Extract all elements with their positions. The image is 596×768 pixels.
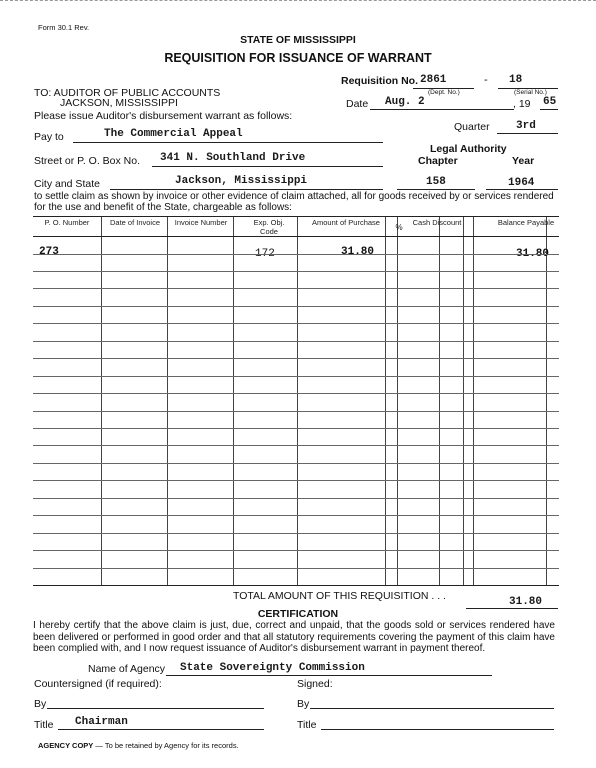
serial-number[interactable]: 18: [509, 74, 523, 86]
title-value[interactable]: Chairman: [75, 716, 128, 728]
agency-copy-footer: [38, 741, 239, 750]
date-label: Date: [346, 98, 369, 110]
total-label: TOTAL AMOUNT OF THIS REQUISITION . . .: [233, 590, 446, 602]
cell-amount[interactable]: 31.80: [341, 246, 375, 258]
certification-text: I hereby certify that the above claim is just, due, correct and unpaid, that the goods sold or services rendered have been delivered or performed in good order and that all statutory requirements covering the payment of this claim have been complied with, and I now request issuance of Auditor's disbursement warrant in payment thereof.: [33, 620, 555, 654]
chapter-value[interactable]: 158: [426, 176, 446, 188]
date-year-prefix: , 19: [513, 98, 531, 110]
pay-to-value[interactable]: The Commercial Appeal: [104, 128, 243, 140]
title-label-left: Title: [34, 719, 54, 731]
countersigned-label: Countersigned (if required):: [34, 678, 162, 690]
table-rule: [33, 393, 559, 394]
table-rule: [33, 358, 559, 359]
header-invoice-number: Invoice Number: [174, 218, 228, 227]
table-rule: [33, 515, 559, 516]
certification-heading: CERTIFICATION: [257, 608, 339, 620]
table-rule: [33, 550, 559, 551]
settle-claim-text: to settle claim as shown by invoice or other evidence of claim attached, all for goods received by or services rendered for the use and benefit of the State, chargeable as follows:: [34, 191, 554, 213]
legal-authority-label: Legal Authority: [430, 143, 507, 155]
table-rule: [33, 376, 559, 377]
serial-no-caption: (Serial No.): [514, 89, 547, 96]
city-label: City and State: [34, 178, 100, 190]
header-date-of-invoice: Date of Invoice: [109, 218, 161, 227]
table-rule: [33, 341, 559, 342]
header-balance-payable: Balance Payable: [497, 218, 555, 227]
year-value[interactable]: 1964: [508, 177, 535, 189]
claim-table: [33, 216, 559, 586]
table-rule: [33, 463, 559, 464]
instruction-text: Please issue Auditor's disbursement warrant as follows:: [34, 110, 293, 122]
agency-value[interactable]: State Sovereignty Commission: [180, 662, 365, 674]
dept-number[interactable]: 2861: [420, 74, 447, 86]
table-rule: [33, 306, 559, 307]
year-label: Year: [512, 155, 535, 167]
form-id: Form 30.1 Rev.: [38, 23, 90, 32]
by-label-left: By: [34, 698, 47, 710]
perforation-line: [0, 0, 596, 1]
table-rule: [33, 498, 559, 499]
by-label-right: By: [297, 698, 310, 710]
dept-no-caption: (Dept. No.): [428, 89, 460, 96]
title-label-right: Title: [297, 719, 317, 731]
agency-copy-label: AGENCY COPY: [38, 741, 94, 750]
table-rule: [33, 480, 559, 481]
header-exp-obj-code: Exp. Obj. Code: [253, 218, 285, 236]
cell-po-number[interactable]: 273: [39, 246, 59, 258]
cell-balance[interactable]: 31.80: [516, 248, 550, 260]
date-year[interactable]: 65: [543, 96, 557, 108]
to-line-1: TO: AUDITOR OF PUBLIC ACCOUNTS: [34, 87, 221, 99]
form-title: REQUISITION FOR ISSUANCE OF WARRANT: [164, 51, 432, 65]
agency-copy-note: — To be retained by Agency for its records.: [93, 741, 239, 750]
quarter-value[interactable]: 3rd: [516, 120, 536, 132]
table-rule: [33, 254, 559, 255]
requisition-dash: -: [484, 74, 488, 86]
agency-label: Name of Agency: [88, 663, 166, 675]
cell-exp-obj-code[interactable]: 172: [255, 248, 275, 260]
table-rule: [33, 428, 559, 429]
state-heading: STATE OF MISSISSIPPI: [240, 34, 356, 46]
table-rule: [33, 445, 559, 446]
total-value[interactable]: 31.80: [509, 596, 543, 608]
street-label: Street or P. O. Box No.: [34, 155, 141, 167]
table-rule: [33, 271, 559, 272]
header-amount-of-purchase: Amount of Purchase: [312, 218, 380, 227]
header-cash-discount: Cash Discount: [412, 218, 462, 227]
to-line-2: JACKSON, MISSISSIPPI: [60, 97, 178, 109]
chapter-label: Chapter: [418, 155, 458, 167]
requisition-label: Requisition No.: [341, 75, 418, 87]
quarter-label: Quarter: [454, 121, 490, 133]
header-po-number: P. O. Number: [44, 218, 90, 227]
signed-label: Signed:: [297, 678, 333, 690]
date-value[interactable]: Aug. 2: [385, 96, 425, 108]
street-value[interactable]: 341 N. Southland Drive: [160, 152, 306, 164]
table-rule: [33, 323, 559, 324]
pay-to-label: Pay to: [34, 131, 64, 143]
table-rule: [33, 533, 559, 534]
table-rule: [33, 411, 559, 412]
table-rule: [33, 288, 559, 289]
city-value[interactable]: Jackson, Mississippi: [175, 175, 308, 187]
header-percent: %: [395, 223, 403, 232]
table-rule: [33, 568, 559, 569]
